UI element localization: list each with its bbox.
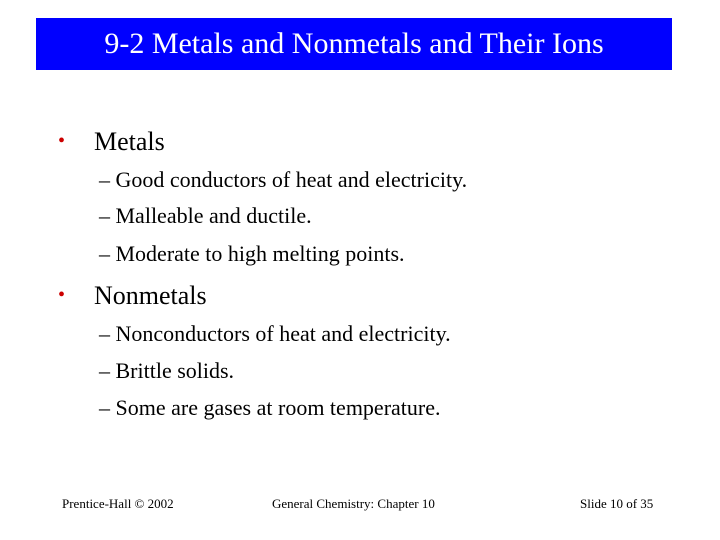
footer-publisher: Prentice-Hall © 2002	[62, 496, 174, 511]
sub-item-metals-3: – Moderate to high melting points.	[99, 241, 405, 266]
bullet-nonmetals	[58, 279, 207, 312]
sub-item-nonmetals-3: – Some are gases at room temperature.	[99, 395, 441, 420]
sub-item-metals-2: – Malleable and ductile.	[99, 203, 312, 228]
bullet-dot-icon: •	[58, 284, 66, 306]
footer-chapter: General Chemistry: Chapter 10	[272, 496, 435, 511]
bullet-heading-nonmetals: Nonmetals	[94, 281, 207, 310]
slide-title: 9-2 Metals and Nonmetals and Their Ions	[104, 27, 604, 60]
bullet-metals	[58, 125, 165, 158]
bullet-heading-metals: Metals	[94, 127, 165, 156]
sub-item-nonmetals-1: – Nonconductors of heat and electricity.	[99, 321, 451, 346]
sub-item-nonmetals-2: – Brittle solids.	[99, 358, 235, 383]
sub-item-metals-1: – Good conductors of heat and electricity.	[99, 167, 468, 192]
bullet-dot-icon: •	[58, 130, 66, 152]
footer-slide-number: Slide 10 of 35	[580, 496, 654, 511]
